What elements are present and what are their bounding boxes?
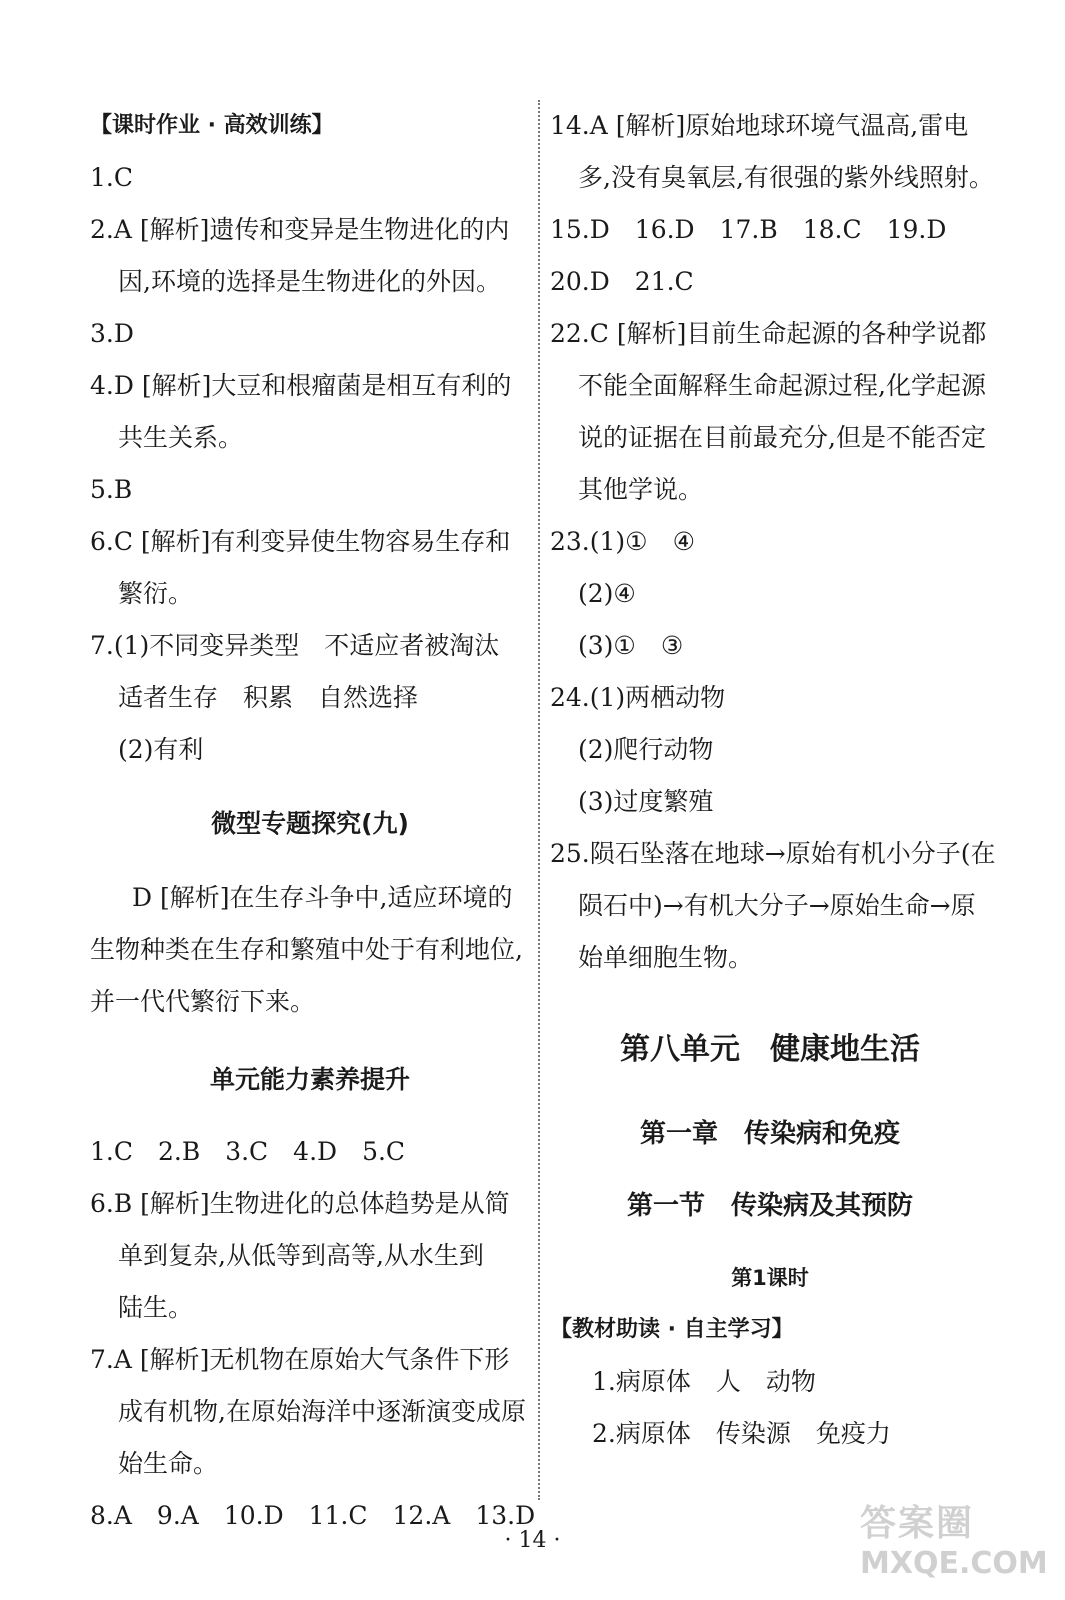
answer-line: 不能全面解释生命起源过程,化学起源 <box>578 371 986 400</box>
answer-line: 4.D [解析]大豆和根瘤菌是相互有利的 <box>90 371 512 400</box>
column-divider <box>538 100 540 1500</box>
answer-line: 6.B [解析]生物进化的总体趋势是从简 <box>90 1189 510 1218</box>
answer-line: 成有机物,在原始海洋中逐渐演变成原 <box>118 1397 526 1426</box>
chapter-title: 第一章 传染病和免疫 <box>639 1119 900 1149</box>
answer-line: 3.D <box>90 319 134 348</box>
paragraph-line: 并一代代繁衍下来。 <box>90 987 316 1016</box>
watermark-logo <box>860 1495 1060 1595</box>
study-line: 1.病原体 人 动物 <box>592 1367 816 1396</box>
left-column <box>90 100 536 1542</box>
paragraph-line: D [解析]在生存斗争中,适应环境的 <box>132 883 513 912</box>
page-number: · 14 · <box>504 1528 561 1553</box>
study-line: 2.病原体 传染源 免疫力 <box>592 1419 891 1448</box>
answer-line: 14.A [解析]原始地球环境气温高,雷电 <box>550 111 969 140</box>
unit-title: 第八单元 健康地生活 <box>620 1032 920 1067</box>
answer-line: (2)爬行动物 <box>578 735 714 764</box>
answer-line: 始生命。 <box>118 1449 219 1478</box>
answer-line: 1.C 2.B 3.C 4.D 5.C <box>90 1137 406 1166</box>
answer-line: 说的证据在目前最充分,但是不能否定 <box>578 423 986 452</box>
heading-micro-topic: 微型专题探究(九) <box>211 809 409 838</box>
answer-line: 25.陨石坠落在地球→原始有机小分子(在 <box>550 839 996 868</box>
answer-line: 始单细胞生物。 <box>578 943 754 972</box>
answer-line: 5.B <box>90 475 133 504</box>
answer-line: (2)④ <box>578 579 636 608</box>
answer-line: 繁衍。 <box>118 579 194 608</box>
answer-line: 其他学说。 <box>578 475 704 504</box>
answer-line: 2.A [解析]遗传和变异是生物进化的内 <box>90 215 510 244</box>
section-title: 第一节 传染病及其预防 <box>626 1191 913 1221</box>
answer-line: 多,没有臭氧层,有很强的紫外线照射。 <box>578 163 994 192</box>
paragraph-line: 生物种类在生存和繁殖中处于有利地位, <box>90 935 523 964</box>
answer-line: 24.(1)两栖动物 <box>550 683 726 712</box>
answer-line: 因,环境的选择是生物进化的外因。 <box>118 267 501 296</box>
answer-line: (2)有利 <box>118 735 204 764</box>
heading-unit-ability: 单元能力素养提升 <box>209 1065 410 1094</box>
lesson-title: 第1课时 <box>731 1266 809 1290</box>
right-column <box>550 100 996 1460</box>
answer-line: 单到复杂,从低等到高等,从水生到 <box>118 1241 484 1270</box>
watermark-logo-text: 答案圈 <box>860 1503 975 1544</box>
answer-line: 陨石中)→有机大分子→原始生命→原 <box>578 891 976 920</box>
section-label-textbook: 【教材助读 · 自主学习】 <box>550 1317 794 1342</box>
answer-line: 6.C [解析]有利变异使生物容易生存和 <box>90 527 511 556</box>
answer-line: 22.C [解析]目前生命起源的各种学说都 <box>550 319 987 348</box>
answer-line: 7.A [解析]无机物在原始大气条件下形 <box>90 1345 510 1374</box>
answer-line: 1.C <box>90 163 133 192</box>
answer-line: 共生关系。 <box>118 423 244 452</box>
answer-line: 8.A 9.A 10.D 11.C 12.A 13.D <box>90 1501 536 1530</box>
watermark-url: MXQE.COM <box>860 1546 1048 1581</box>
answer-line: 20.D 21.C <box>550 267 694 296</box>
answer-line: 适者生存 积累 自然选择 <box>118 683 419 712</box>
answer-line: 23.(1)① ④ <box>550 527 695 556</box>
answer-line: (3)过度繁殖 <box>578 787 714 816</box>
answer-line: (3)① ③ <box>578 631 684 660</box>
answer-line: 7.(1)不同变异类型 不适应者被淘汰 <box>90 631 500 660</box>
answer-line: 陆生。 <box>118 1293 194 1322</box>
answer-line: 15.D 16.D 17.B 18.C 19.D <box>550 215 947 244</box>
section-label-homework: 【课时作业 · 高效训练】 <box>90 113 334 138</box>
